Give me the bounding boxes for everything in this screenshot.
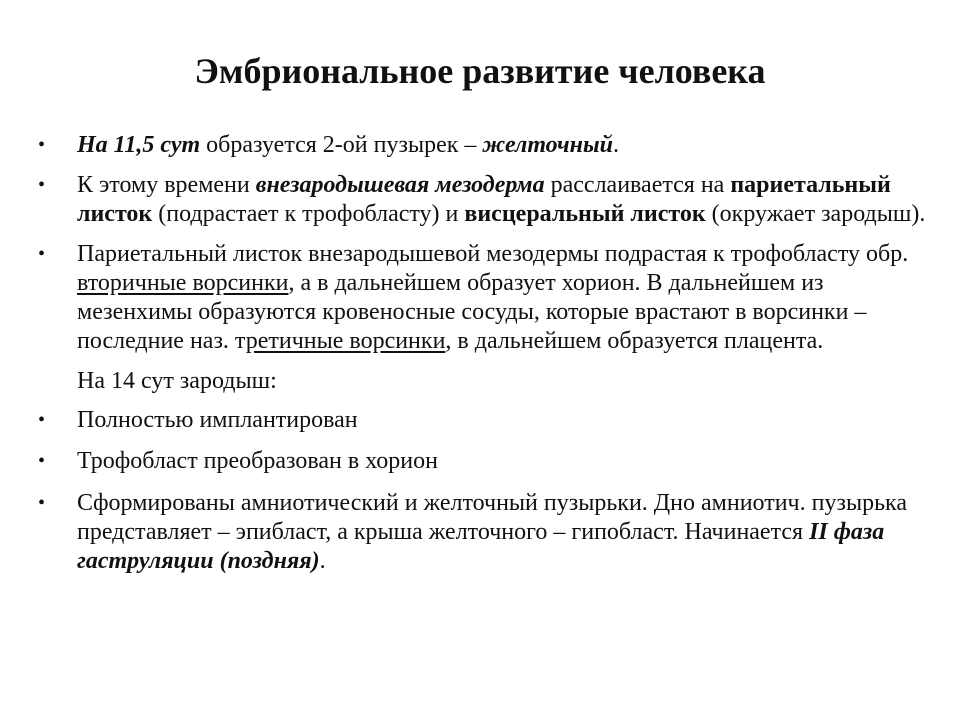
list-item [38, 171, 933, 229]
text-fragment: Париетальный листок внезародышевой мезодермы подрастая к трофобласту обр. [77, 241, 909, 267]
text-fragment: желточный [482, 132, 613, 158]
text-fragment: внезародышевая мезодерма [255, 172, 545, 198]
bullet-icon: • [38, 492, 46, 514]
text-fragment: париетальный листок [77, 172, 891, 227]
text-fragment: . [612, 132, 619, 158]
list-item [38, 447, 933, 476]
text-fragment: висцеральный листок [464, 201, 706, 227]
text-fragment: На 11,5 сут [77, 132, 201, 158]
list-item [38, 489, 933, 576]
list-item [38, 131, 933, 160]
bullet-icon: • [38, 243, 46, 265]
text-fragment: , а в дальнейшем образует хорион. В дальнейшем из мезенхимы образуются кровеносные сосуды, которые врастают в ворсинки – последние наз. т [77, 270, 867, 354]
text-fragment: , в дальнейшем образуется плацента. [445, 328, 824, 354]
text-fragment: II фаза гаструляции (поздняя) [77, 519, 885, 574]
text-fragment: (окружает зародыш). [705, 201, 926, 227]
text-fragment: (подрастает к трофобласту) и [152, 201, 465, 227]
bullet-icon: • [38, 450, 46, 472]
text-fragment: К этому времени [77, 172, 256, 198]
list-item [38, 367, 933, 396]
bullet-icon: • [38, 174, 46, 196]
text-fragment: . [319, 548, 326, 574]
text-fragment: расслаивается на [544, 172, 731, 198]
bullet-icon: • [38, 409, 46, 431]
text-fragment: образуется 2-ой пузырек – [200, 132, 483, 158]
text-fragment: На 14 сут зародыш: [77, 368, 277, 394]
text-fragment: Сформированы амниотический и желточный пузырьки. Дно амниотич. пузырька представляет – эпибласт, а крыша желточного – гипобласт. Начинается [77, 490, 907, 545]
list-item [38, 240, 933, 356]
text-fragment: Полностью имплантирован [77, 407, 358, 433]
list-item [38, 406, 933, 435]
slide-body [38, 131, 933, 576]
text-fragment: ретичные ворсинки [245, 328, 446, 354]
text-fragment: вторичные ворсинки [77, 270, 289, 296]
slide-title: Эмбриональное развитие человека [194, 51, 766, 91]
text-fragment: Трофобласт преобразован в хорион [77, 448, 438, 474]
bullet-icon: • [38, 134, 46, 156]
